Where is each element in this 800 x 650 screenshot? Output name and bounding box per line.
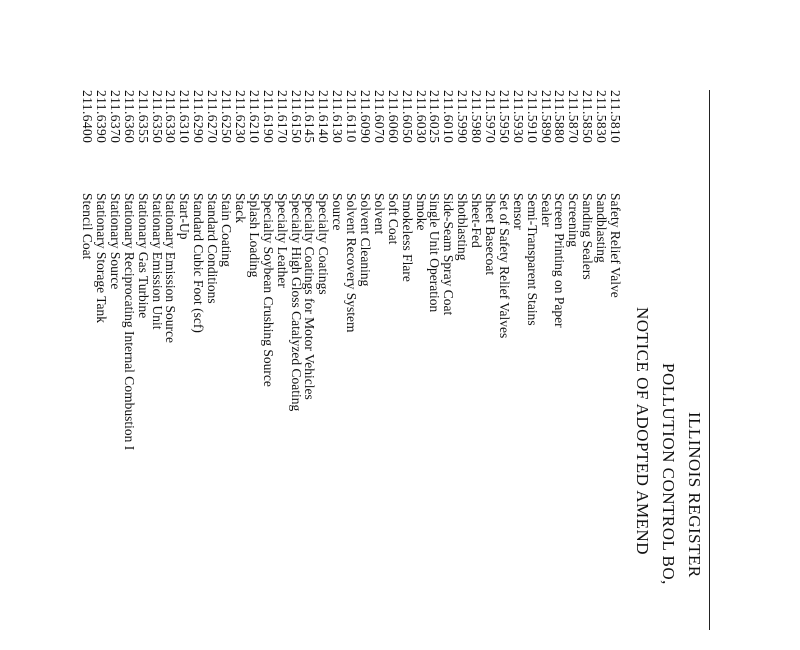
term-name: Safety Relief Valve bbox=[608, 193, 623, 298]
term-name: Specialty Coatings for Motor Vehicles bbox=[302, 193, 318, 400]
section-number: 211.5990 bbox=[455, 90, 471, 144]
section-number: 211.6350 bbox=[149, 90, 165, 144]
term-row bbox=[594, 90, 608, 450]
term-row bbox=[539, 90, 553, 450]
term-row bbox=[358, 90, 372, 450]
term-row bbox=[497, 90, 511, 450]
section-number: 211.6330 bbox=[163, 90, 179, 144]
section-number: 211.5930 bbox=[510, 90, 526, 144]
term-row bbox=[178, 90, 192, 450]
term-name: Smoke bbox=[413, 193, 429, 231]
term-row bbox=[469, 90, 483, 450]
term-name: Source bbox=[330, 193, 346, 231]
term-name: Standard Conditions bbox=[205, 193, 221, 304]
term-row bbox=[414, 90, 428, 450]
term-row bbox=[219, 90, 233, 450]
term-row bbox=[483, 90, 497, 450]
notice-title: NOTICE OF ADOPTED AMEND bbox=[633, 307, 652, 556]
register-title: ILLINOIS REGISTER bbox=[685, 412, 704, 578]
section-number: 211.6400 bbox=[80, 90, 96, 144]
term-row bbox=[108, 90, 122, 450]
section-number: 211.5950 bbox=[496, 90, 512, 144]
term-name: Specialty Coatings bbox=[316, 193, 332, 295]
term-row bbox=[303, 90, 317, 450]
term-name: Stain Coating bbox=[219, 193, 235, 267]
term-name: Sanding Sealers bbox=[580, 193, 596, 280]
section-number: 211.5830 bbox=[594, 90, 610, 144]
section-number: 211.6060 bbox=[385, 90, 401, 144]
section-number: 211.5880 bbox=[552, 90, 568, 144]
term-name: Specialty High Gloss Catalyzed Coating bbox=[288, 193, 304, 412]
section-number: 211.5970 bbox=[482, 90, 498, 144]
term-row bbox=[233, 90, 247, 450]
term-row bbox=[289, 90, 303, 450]
term-row bbox=[122, 90, 136, 450]
term-name: Shotblasting bbox=[455, 193, 471, 261]
section-number: 211.6030 bbox=[413, 90, 429, 144]
section-number: 211.6110 bbox=[344, 90, 360, 143]
term-row bbox=[275, 90, 289, 450]
section-number: 211.6360 bbox=[121, 90, 137, 144]
definitions-list bbox=[80, 90, 622, 450]
term-row bbox=[316, 90, 330, 450]
section-number: 211.5810 bbox=[608, 90, 623, 144]
section-number: 211.6170 bbox=[274, 90, 290, 144]
term-name: Single Unit Operation bbox=[427, 193, 443, 313]
section-number: 211.6390 bbox=[94, 90, 110, 144]
term-name: Start-Up bbox=[177, 193, 193, 240]
term-name: Stationary Emission Unit bbox=[149, 193, 165, 330]
section-number: 211.6050 bbox=[399, 90, 415, 144]
term-name: Solvent Recovery System bbox=[344, 193, 360, 333]
section-number: 211.6130 bbox=[330, 90, 346, 144]
term-name: Sensor bbox=[510, 193, 526, 230]
term-name: Semi-Transparent Stains bbox=[524, 193, 540, 326]
term-row bbox=[386, 90, 400, 450]
term-row bbox=[608, 90, 622, 450]
section-number: 211.6140 bbox=[316, 90, 332, 144]
term-row bbox=[400, 90, 414, 450]
term-row bbox=[566, 90, 580, 450]
section-number: 211.6025 bbox=[427, 90, 443, 144]
term-row bbox=[136, 90, 150, 450]
rotated-document-page bbox=[80, 90, 710, 650]
term-name: Specialty Leather bbox=[274, 193, 290, 288]
term-name: Screen Printing on Paper bbox=[552, 193, 568, 328]
term-row bbox=[344, 90, 358, 450]
term-row bbox=[428, 90, 442, 450]
term-row bbox=[150, 90, 164, 450]
term-row bbox=[441, 90, 455, 450]
section-number: 211.6310 bbox=[177, 90, 193, 144]
section-number: 211.6010 bbox=[441, 90, 457, 144]
term-name: Soft Coat bbox=[385, 193, 401, 245]
term-name: Stationary Emission Source bbox=[163, 193, 179, 343]
section-number: 211.5870 bbox=[566, 90, 582, 144]
board-title: POLLUTION CONTROL BO, bbox=[659, 363, 678, 585]
section-number: 211.5910 bbox=[524, 90, 540, 144]
term-row bbox=[330, 90, 344, 450]
term-row bbox=[372, 90, 386, 450]
term-row bbox=[553, 90, 567, 450]
term-name: Stationary Source bbox=[107, 193, 123, 290]
term-name: Splash Loading bbox=[246, 193, 262, 278]
section-number: 211.6370 bbox=[107, 90, 123, 144]
term-row bbox=[580, 90, 594, 450]
term-row bbox=[247, 90, 261, 450]
section-number: 211.6250 bbox=[219, 90, 235, 144]
section-number: 211.6270 bbox=[205, 90, 221, 144]
term-name: Solvent Cleaning bbox=[357, 193, 373, 287]
section-number: 211.6090 bbox=[357, 90, 373, 144]
term-row bbox=[164, 90, 178, 450]
term-name: Stationary Storage Tank bbox=[94, 193, 110, 324]
term-name: Stack bbox=[232, 193, 248, 223]
section-number: 211.6150 bbox=[288, 90, 304, 144]
term-name: Sheet Basecoat bbox=[482, 193, 498, 276]
term-name: Smokeless Flare bbox=[399, 193, 415, 282]
term-row bbox=[205, 90, 219, 450]
term-name: Stationary Gas Turbine bbox=[135, 193, 151, 319]
section-number: 211.5850 bbox=[580, 90, 596, 144]
term-name: Screening bbox=[566, 193, 582, 247]
term-name: Side-Seam Spray Coat bbox=[441, 193, 457, 316]
term-name: Solvent bbox=[371, 193, 387, 235]
term-name: Set of Safety Relief Valves bbox=[496, 193, 512, 339]
term-row bbox=[455, 90, 469, 450]
term-row bbox=[80, 90, 94, 450]
term-name: Sealer bbox=[538, 193, 554, 227]
section-number: 211.6355 bbox=[135, 90, 151, 144]
term-name: Stencil Coat bbox=[80, 193, 96, 260]
term-name: Standard Cubic Foot (scf) bbox=[191, 193, 207, 333]
section-number: 211.5890 bbox=[538, 90, 554, 144]
section-number: 211.6210 bbox=[246, 90, 262, 144]
term-row bbox=[94, 90, 108, 450]
term-name: Stationary Reciprocating Internal Combustion I bbox=[121, 193, 137, 451]
section-number: 211.6290 bbox=[191, 90, 207, 144]
term-row bbox=[525, 90, 539, 450]
section-number: 211.6230 bbox=[232, 90, 248, 144]
term-row bbox=[191, 90, 205, 450]
term-name: Specialty Soybean Crushing Source bbox=[260, 193, 276, 387]
section-number: 211.6145 bbox=[302, 90, 318, 144]
section-number: 211.6070 bbox=[371, 90, 387, 144]
term-name: Sheet-Fed bbox=[469, 193, 485, 248]
section-number: 211.5980 bbox=[469, 90, 485, 144]
section-number: 211.6190 bbox=[260, 90, 276, 144]
term-row bbox=[261, 90, 275, 450]
term-row bbox=[511, 90, 525, 450]
header-rule bbox=[709, 90, 710, 630]
term-name: Sandblasting bbox=[594, 193, 610, 263]
